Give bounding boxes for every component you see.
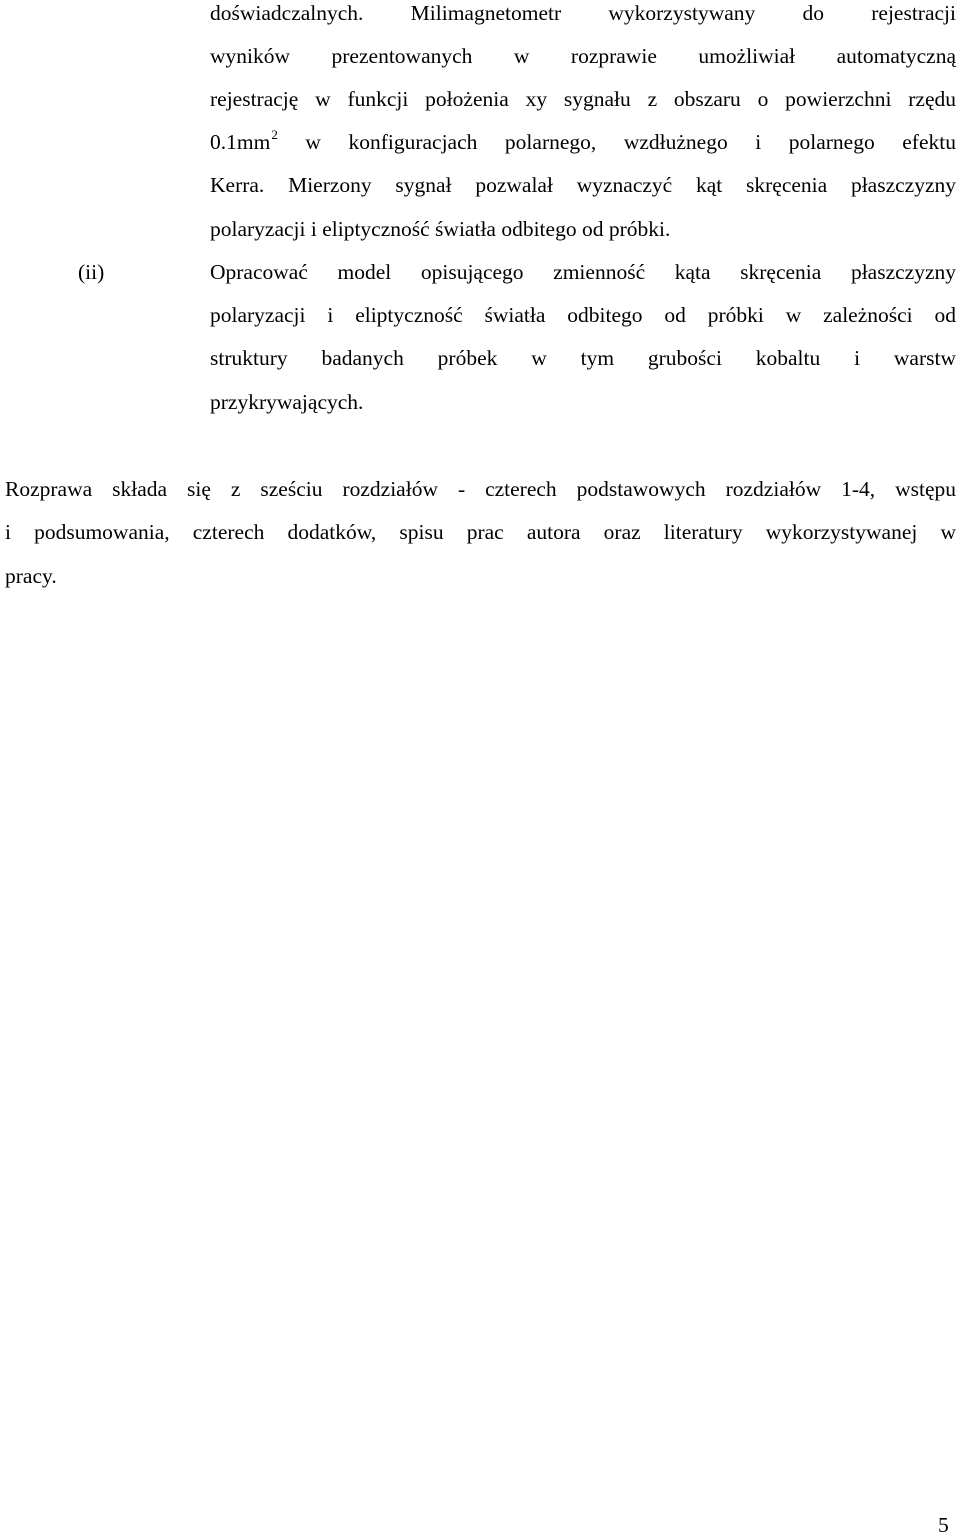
area-exponent: 2 xyxy=(271,127,278,142)
item-i-line-2: wyników prezentowanych w rozprawie umożliwiał automatyczną xyxy=(210,44,956,68)
item-i-line-1: doświadczalnych. Milimagnetometr wykorzystywany do rejestracji xyxy=(210,1,956,25)
item-i-line-6: polaryzacji i eliptyczność światła odbitego od próbki. xyxy=(210,217,671,241)
item-ii-marker: (ii) xyxy=(78,260,105,284)
item-i-line-5: Kerra. Mierzony sygnał pozwalał wyznaczyć kąt skręcenia płaszczyzny xyxy=(210,173,956,197)
item-ii-line-2: polaryzacji i eliptyczność światła odbitego od próbki w zależności od xyxy=(210,303,956,327)
item-ii-line-3: struktury badanych próbek w tym grubości kobaltu i warstw xyxy=(210,346,956,370)
item-i-line-3: rejestrację w funkcji położenia xy sygnału z obszaru o powierzchni rzędu xyxy=(210,87,956,111)
area-line-rest: w konfiguracjach polarnego, wzdłużnego i polarnego efektu xyxy=(277,130,956,154)
item-ii-line-4: przykrywających. xyxy=(210,390,364,414)
paragraph-line-1: Rozprawa składa się z sześciu rozdziałów - czterech podstawowych rozdziałów 1-4, wstępu xyxy=(5,477,956,501)
item-i-line-4 xyxy=(210,129,956,158)
area-value: 0.1mm xyxy=(210,130,271,154)
paragraph-line-3: pracy. xyxy=(5,564,57,588)
paragraph-line-2: i podsumowania, czterech dodatków, spisu prac autora oraz literatury wykorzystywanej w xyxy=(5,520,956,544)
page-number: 5 xyxy=(938,1513,949,1537)
item-ii-line-1: Opracować model opisującego zmienność kąta skręcenia płaszczyzny xyxy=(210,260,956,284)
